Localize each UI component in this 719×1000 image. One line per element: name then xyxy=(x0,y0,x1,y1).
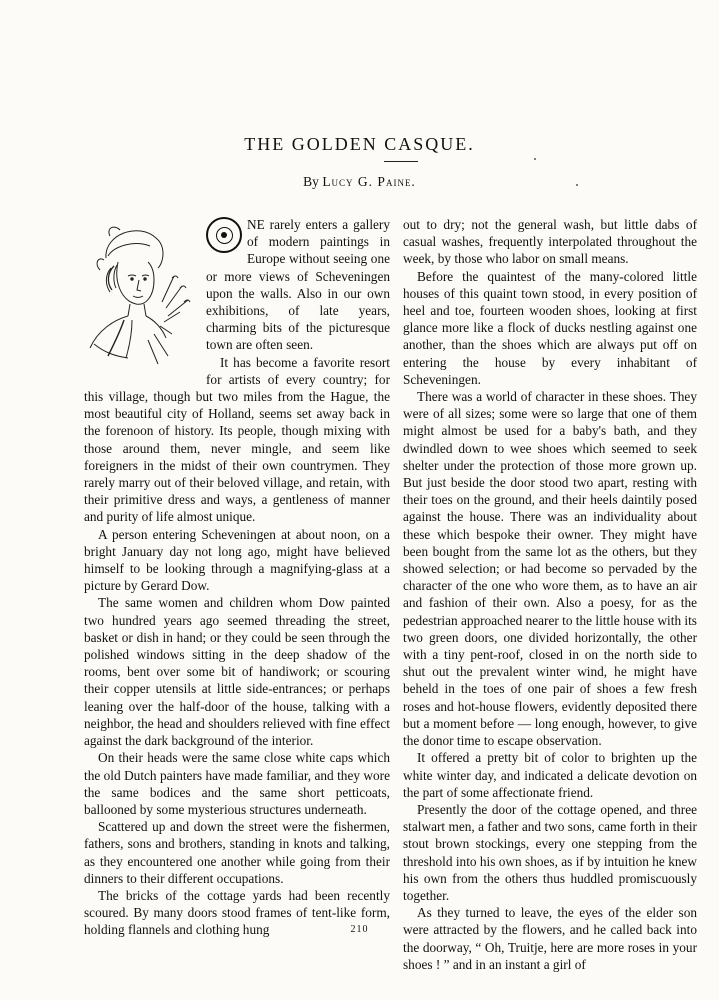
dutch-girl-portrait-icon xyxy=(84,216,202,371)
paragraph: It has become a favorite resort for artists of every country; for this village, though but two miles from the Hague, the most beautiful city of Holland, seems set away back in the forenoon of history. Its people, though mixing with those around them, never mingle, and seem like foreigners in the midst of their own countrymen. They rarely marry out of their beloved village, and retain, with their primitive dress and ways, a gentleness of manner and purity of life almost unique. xyxy=(84,354,390,525)
byline-prefix: By xyxy=(303,174,319,189)
left-column xyxy=(84,216,390,939)
page-number: 210 xyxy=(350,924,369,935)
paragraph: The same women and children whom Dow painted two hundred years ago seemed threading the street, basket or dish in hand; or they could be seen through the polished windows sitting in the deep shadow of the rooms, bent over some bit of handiwork; or scouring their copper utensils at little side-entrances; or perhaps leaning over the half-door of the house, talking with a neighbor, the head and shoulders relieved with fine effect against the dark background of the interior. xyxy=(84,595,390,749)
paragraph: Scattered up and down the street were the fishermen, fathers, sons and brothers, standing in knots and talking, as they encountered one another while going from their dinners to their different occupations. xyxy=(84,819,390,886)
print-speck xyxy=(576,184,578,186)
paragraph: The bricks of the cottage yards had been recently scoured. By many doors stood frames of tent-like form, holding flannels and clothing hung xyxy=(84,887,390,938)
paragraph: out to dry; not the general wash, but little dabs of casual washes, frequently interpolated throughout the week, by those who labor on small means. xyxy=(403,217,697,267)
paragraph: NE rarely enters a gallery of modern paintings in Europe without seeing one or more views of Scheveningen upon the walls. Also in our own exhibitions, of late years, charming bits of the picturesque town are often seen. xyxy=(206,217,390,353)
paragraph: As they turned to leave, the eyes of the elder son were attracted by the flowers, and he called back into the doorway, “ Oh, Truitje, here are more roses in your shoes ! ” and in an instant a girl of xyxy=(403,905,697,972)
paragraph: There was a world of character in these shoes. They were of all sizes; some were so large that one of them might almost be used for a baby's bath, and they dwindled down to wee shoes which seemed to seek shelter under the protection of those more grown up. But just beside the door stood two apart, resting with their toes on the ground, and their heels daintily posed against the house. There was an individuality about these which bespoke their owner. They might have been bought from the same lot as the others, but they showed selection; or had become so pervaded by the character of the one who wore them, as to have an air and fashion of their own. Also a poesy, for as the pedestrian approached nearer to the little house with its two green doors, one divided horizontally, the other with a tiny pent-roof, closed in on the north side to shut out the prevalent winter wind, he might have beheld in the toes of one pair of shoes a few fresh roses and hot-house flowers, evidently deposited there but a moment before — long enough, however, to give the donor time to escape observation. xyxy=(403,389,697,749)
paragraph: It offered a pretty bit of color to brighten up the white winter day, and indicated a delicate devotion on the part of some affectionate friend. xyxy=(403,750,697,800)
paragraph: Before the quaintest of the many-colored little houses of this quaint town stood, in every position of heel and toe, fourteen wooden shoes, looking at first glance more like a flock of ducks nestling against one another, than the shoes which are always put off on entering the house by every inhabitant of Scheveningen. xyxy=(403,268,697,387)
paragraph: On their heads were the same close white caps which the old Dutch painters have made familiar, and they wore the same bodices and the same short petticoats, ballooned by some mysterious structures underneath. xyxy=(84,750,390,817)
author-name: Lucy G. Paine. xyxy=(322,174,416,189)
paragraph: A person entering Scheveningen at about noon, on a bright January day not long ago, might have believed himself to be looking through a magnifying-glass at a picture by Gerard Dow. xyxy=(84,526,390,594)
print-speck xyxy=(534,158,536,160)
article-title: THE GOLDEN CASQUE. xyxy=(244,134,475,154)
right-column xyxy=(403,216,697,973)
paragraph: Presently the door of the cottage opened, and three stalwart men, a father and two sons, came forth in their stout brown stockings, every one stepping from the threshold into his own shoes, as if by intuition he knew his own from the others thus huddled promiscuously together. xyxy=(403,801,697,903)
ornamental-letter-o-icon xyxy=(206,217,242,253)
title-rule xyxy=(384,161,418,162)
byline xyxy=(0,174,719,190)
